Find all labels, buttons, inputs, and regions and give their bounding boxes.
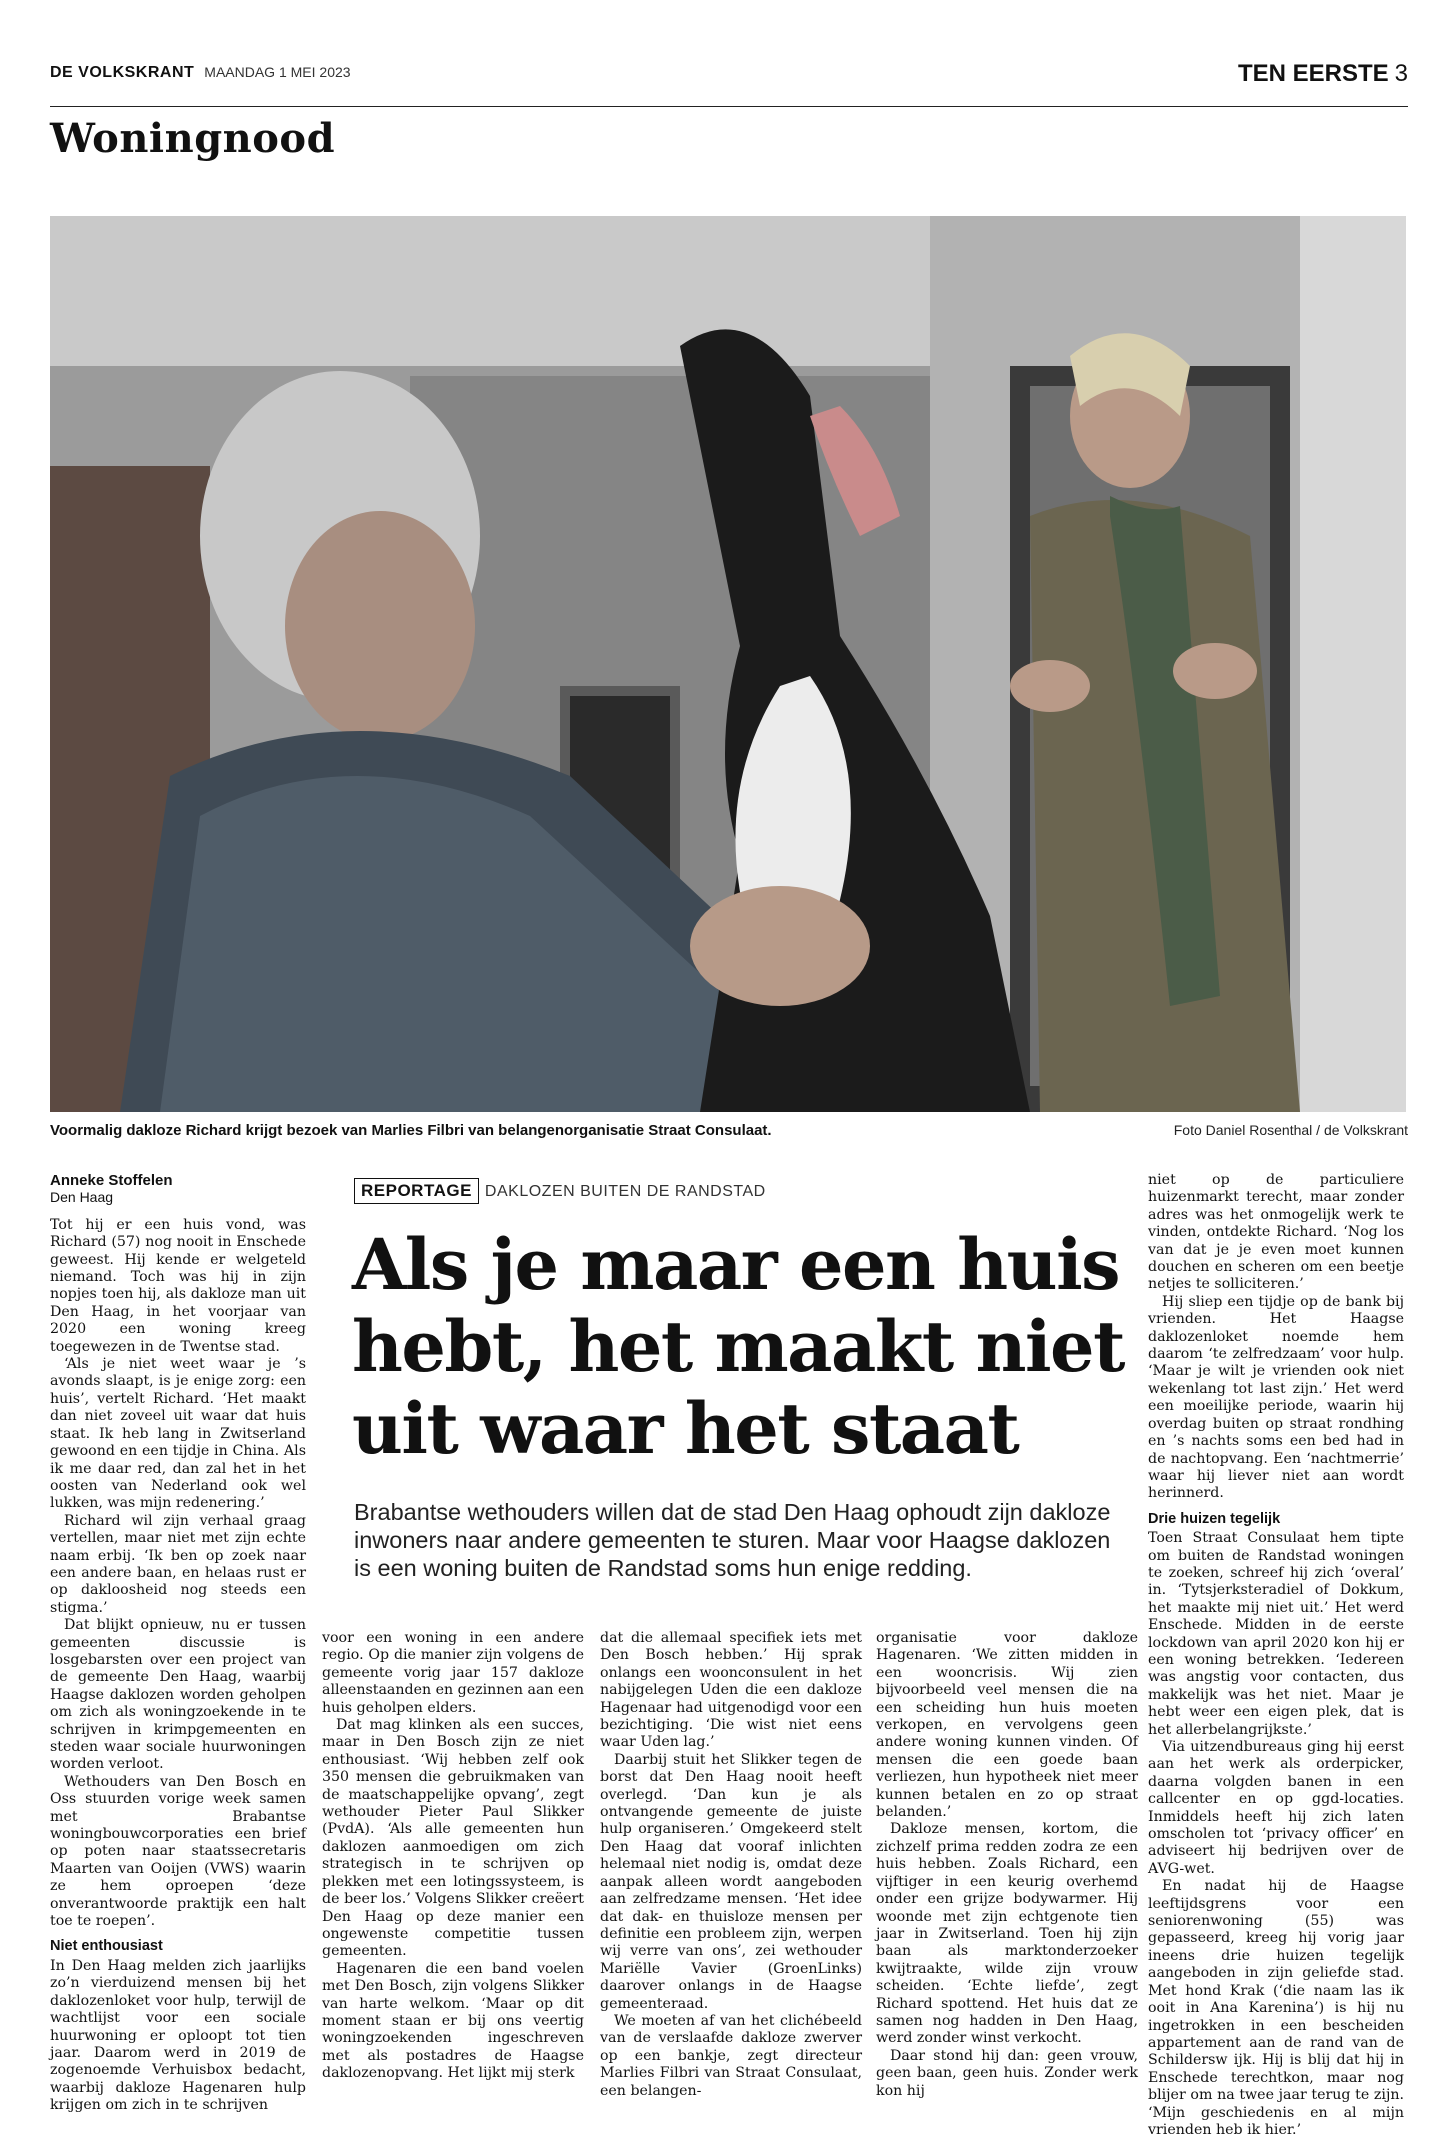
article-photo xyxy=(50,216,1406,1112)
article-label-row xyxy=(354,1178,766,1204)
page-number: 3 xyxy=(1394,60,1408,87)
paragraph: Tot hij er een huis vond, was Richard (57) nog nooit in Enschede geweest. Hij kende er welgeteld niemand. Toch was hij in zijn nopjes toen hij, als dakloze man uit Den Haag, in het voorjaar van 2020 een woning kreeg toegewezen in de Twentse stad. xyxy=(50,1216,306,1355)
header-rule xyxy=(50,106,1408,107)
paragraph: Hij sliep een tijdje op de bank bij vrienden. Het Haagse daklozenloket noemde hem daarom ‘te zelfredzaam’ voor hulp. ‘Maar je wilt je vrienden ook niet wekenlang tot last zijn.’ Het werd een moeilijke periode, waarin hij overdag buiten op straat rondhing en ’s nachts soms een bed had in de nachtopvang. Een ‘nachtmerrie’ waar hij liever niet aan wordt herinnerd. xyxy=(1148,1293,1404,1502)
paragraph: Toen Straat Consulaat hem tipte om buiten de Randstad woningen te zoeken, schreef hij zich ‘overal’ in. ‘Tytsjerksteradiel of Dokkum, het maakte mij niet uit.’ Het werd Enschede. Midden in de eerste lockdown van april 2020 kon hij er een woning betrekken. ‘Iedereen was angstig voor contacten, dus makkelijk was het niet. Maar je hebt weer een eigen plek, dat is het allerbelangrijkste.’ xyxy=(1148,1530,1404,1738)
paragraph: niet op de particuliere huizenmarkt terecht, maar zonder adres was het onmogelijk werk te vinden, ontdekte Richard. ‘Nog los van dat je je even moet kunnen douchen en scheren om een beetje netjes te solliciteren.’ xyxy=(1148,1172,1404,1293)
paragraph: We moeten af van het clichébeeld van de verslaafde dakloze zwerver op een bankje, zegt directeur Marlies Filbri van Straat Consulaat, een belangen- xyxy=(600,2012,862,2099)
section-label xyxy=(1238,60,1408,88)
section-name: TEN EERSTE xyxy=(1237,60,1389,87)
paragraph: In Den Haag melden zich jaarlijks zo’n vierduizend mensen bij het daklozenloket voor hulp, terwijl de wachtlijst voor een sociale huurwoning er oploopt tot tien jaar. Daarom werd in 2019 de zogenoemde Verhuisbox bedacht, waarbij dakloze Hagenaren hulp krijgen om zich in te schrijven xyxy=(50,1957,306,2114)
photo-credit: Foto Daniel Rosenthal / de Volkskrant xyxy=(1173,1122,1408,1138)
kicker: DAKLOZEN BUITEN DE RANDSTAD xyxy=(484,1183,766,1200)
masthead xyxy=(50,64,351,82)
paragraph: Via uitzendbureaus ging hij eerst aan het werk als orderpicker, daarna volgden banen in een callcenter en op ggd-locaties. Inmiddels heeft hij zich laten omscholen tot ‘privacy officer’ en adviseert hij bedrijven over de AVG-wet. xyxy=(1148,1739,1404,1877)
genre-tag: REPORTAGE xyxy=(354,1178,479,1204)
paragraph: Dat blijkt opnieuw, nu er tussen gemeenten discussie is losgebarsten over een project van de gemeente Den Haag, waarbij Haagse daklozen worden geholpen om zich als woningzoekende in te schrijven in krimpgemeenten en steden waar sociale huurwoningen worden verloot. xyxy=(50,1617,306,1773)
paragraph: dat die allemaal specifiek iets met Den Bosch hebben.’ Hij sprak onlangs een woonconsulent in het nabijgelegen Uden die een dakloze Hagenaar had uitgenodigd voor een bezichtiging. ‘Die wist niet eens waar Uden lag.’ xyxy=(600,1630,862,1751)
paper-name: DE VOLKSKRANT xyxy=(50,64,195,81)
lead-paragraph: Brabantse wethouders willen dat de stad Den Haag ophoudt zijn dakloze inwoners naar andere gemeenten te sturen. Maar voor Haagse daklozen is een woning buiten de Randstad soms hun enige redding. xyxy=(354,1499,1111,1581)
photo-caption: Voormalig dakloze Richard krijgt bezoek van Marlies Filbri van belangenorganisatie Straat Consulaat. xyxy=(50,1122,772,1139)
column-1 xyxy=(50,1172,306,2115)
subheading: Drie huizen tegelijk xyxy=(1148,1510,1281,1527)
paragraph: Hagenaren die een band voelen met Den Bosch, zijn volgens Slikker van harte welkom. ‘Maar op dit moment staan er bij ons veertig woningzoekenden ingeschreven met als postadres de Haagse daklozenopvang. Het lijkt mij sterk xyxy=(322,1960,584,2082)
paragraph: organisatie voor dakloze Hagenaren. ‘We zitten midden in een wooncrisis. Wij zien bijvoorbeeld veel mensen die na een scheiding hun huis moeten verkopen, en vervolgens geen andere woning kunnen vinden. Of mensen die een goede baan verliezen, hun hypotheek niet meer kunnen betalen en zo op straat belanden.’ xyxy=(876,1630,1138,1821)
paragraph: ‘Als je niet weet waar je ’s avonds slaapt, is je enige zorg: een huis’, vertelt Richard. ‘Het maakt dan niet zoveel uit waar dat huis staat. Ik heb lang in Zwitserland gewoond en een tijdje in China. Als ik me daar red, dan zal het in het oosten van Nederland ook wel lukken, was mijn redenering.’ xyxy=(50,1356,306,1512)
topic-heading: Woningnood xyxy=(50,115,336,162)
paragraph: voor een woning in een andere regio. Op die manier zijn volgens de gemeente vorig jaar 157 dakloze alleenstaanden en gezinnen aan een huis geholpen elders. xyxy=(322,1630,584,1716)
subheading: Niet enthousiast xyxy=(50,1938,163,1955)
column-4 xyxy=(876,1630,1138,2100)
paragraph: Richard wil zijn verhaal graag vertellen, maar niet met zijn echte naam erbij. ‘Ik ben op zoek naar een andere baan, en helaas rust er op dakloosheid nog steeds een stigma.’ xyxy=(50,1512,306,1616)
paragraph: Dakloze mensen, kortom, die zichzelf prima redden zodra ze een huis hebben. Zoals Richard, een vijftiger in een keurig overhemd onder een grijze bodywarmer. Hij woonde met zijn echtgenote tien jaar in Zwitserland. Toen hij zijn baan als marktonderzoeker kwijtraakte, wilde zijn vrouw scheiden. ‘Echte liefde’, zegt Richard spottend. Het huis dat ze samen nog hadden in Den Haag, werd zonder winst verkocht. xyxy=(876,1821,1138,2047)
paragraph: Daar stond hij dan: geen vrouw, geen baan, geen huis. Zonder werk kon hij xyxy=(876,2047,1138,2099)
headline: Als je maar een huis hebt, het maakt niet uit waar het staat xyxy=(352,1223,1124,1470)
author-name: Anneke Stoffelen xyxy=(50,1172,173,1189)
paragraph: Dat mag klinken als een succes, maar in Den Bosch zijn ze niet enthousiast. ‘Wij hebben zelf ook 350 mensen die gebruikmaken van de maatschappelijke opvang’, zegt wethouder Pieter Paul Slikker (PvdA). ‘Als alle gemeenten hun daklozen aanmoedigen om zich strategisch in te schrijven op plekken met een lotingssysteem, is de beer los.’ Volgens Slikker creëert Den Haag op deze manier een ongewenste competitie tussen gemeenten. xyxy=(322,1717,584,1960)
paragraph: Daarbij stuit het Slikker tegen de borst dat Den Haag nooit heeft overlegd. ‘Dan kun je als ontvangende gemeente de juiste hulp organiseren.’ Omgekeerd stelt Den Haag dat vooraf inlichten helemaal niet nodig is, omdat deze aanpak alleen wordt aangeboden aan zelfredzame mensen. ‘Het idee dat dak- en thuisloze mensen per definitie een probleem zijn, werpen wij verre van ons’, zei wethouder Mariëlle Vavier (GroenLinks) daarover onlangs in de Haagse gemeenteraad. xyxy=(600,1751,862,2012)
issue-date: MAANDAG 1 MEI 2023 xyxy=(204,64,351,80)
column-3 xyxy=(600,1630,862,2100)
photo-illustration xyxy=(50,216,1406,1112)
paragraph: Wethouders van Den Bosch en Oss stuurden vorige week samen met Brabantse woningbouwcorporaties een brief op poten naar staatssecretaris Maarten van Ooijen (VWS) waarin ze hem oproepen ‘deze onverantwoorde praktijk een halt toe te roepen’. xyxy=(50,1773,306,1930)
column-2 xyxy=(322,1630,584,2083)
column-5 xyxy=(1148,1172,1404,2139)
dateline: Den Haag xyxy=(50,1189,114,1206)
paragraph: En nadat hij de Haagse leeftijdsgrens voor een seniorenwoning (55) was gepasseerd, kreeg hij vorig jaar ineens drie huizen tegelijk aangeboden in zijn geliefde stad. Met hond Krak (‘die naam las ik ooit in Ana Karenina’) is hij nu ingetrokken in een bescheiden appartement aan de rand van de Schildersw ijk. Hij is blij dat hij in Enschede terechtkon, maar nog blijer om na twee jaar terug te zijn. ‘Mijn geschiedenis en al mijn vrienden heb ik hier.’ xyxy=(1148,1878,1404,2138)
